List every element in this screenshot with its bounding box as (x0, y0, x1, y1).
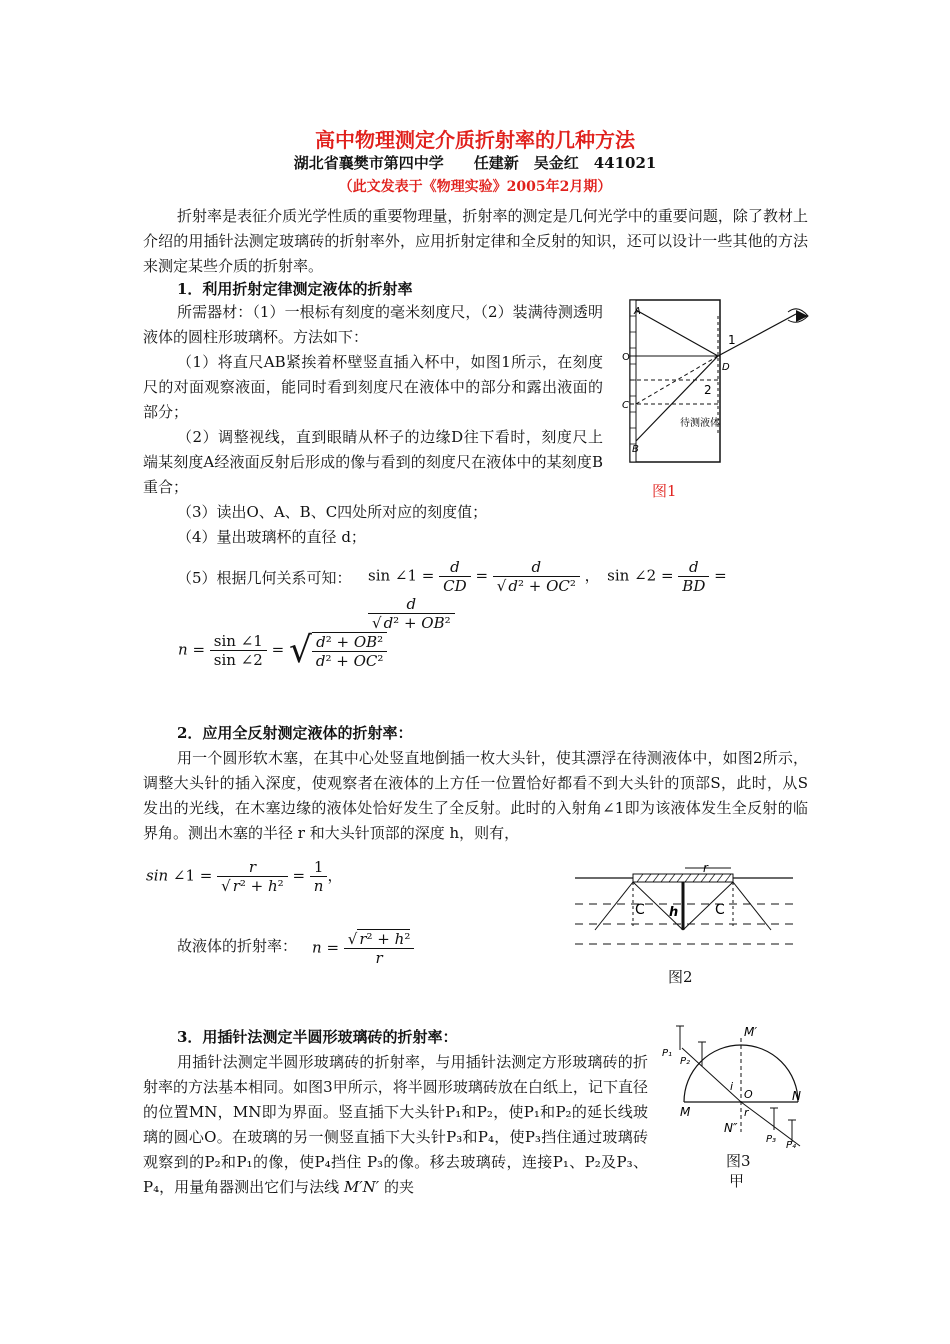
svg-text:C: C (715, 902, 725, 918)
section1-p6: （5）根据几何关系可知： (177, 569, 352, 587)
svg-text:M: M (680, 1105, 691, 1119)
page-title: 高中物理测定介质折射率的几种方法 (315, 128, 635, 152)
svg-text:C: C (622, 400, 629, 411)
section1-heading: 1．利用折射定律测定液体的折射率 (177, 280, 413, 298)
publication-note: （此文发表于《物理实验》2005年2月期） (338, 179, 612, 195)
svg-text:O: O (744, 1088, 753, 1101)
figure1-caption: 图1 (652, 482, 677, 500)
section3-p1-end: 的夹 (383, 1178, 414, 1196)
svg-text:P₄: P₄ (786, 1140, 797, 1150)
svg-text:P₃: P₃ (766, 1134, 777, 1145)
section3-p1-text: 用插针法测定半圆形玻璃砖的折射率，与用插针法测定方形玻璃砖的折射率的方法基本相同。如图3甲所示，将半圆形玻璃砖放在白纸上，记下直径的位置MN，MN即为界面。竖直插下大头针P₁和P₂，使P₁和P₂的延长线玻璃的圆心O。在玻璃的另一侧竖直插下大头针P₃和P₄，使P₃挡住通过玻璃砖观察到的P₂和P₁的像，使P₄挡住 P₃的像。移去玻璃砖，连接P₁、P₂及P₃、P₄，用量角器测出它们与法线 (143, 1053, 648, 1196)
svg-text:N″: N″ (724, 1121, 738, 1135)
formula-sin-critical: sin ∠1 = $\frac{r}{\text{√ r² + h²}}$ = $\frac{1}{n}$ ， (146, 858, 343, 895)
section3-p1 (143, 1050, 648, 1200)
figure1-liquid-label: 待测液体 (680, 418, 720, 429)
section1-p5: （4）量出玻璃杯的直径 d； (177, 528, 366, 546)
section1-p1: 所需器材：（1）一根标有刻度的毫米刻度尺，（2）装满待测透明液体的圆柱形玻璃杯。方法如下： (143, 303, 603, 346)
svg-text:D: D (722, 362, 730, 373)
figure1-diagram (618, 296, 818, 466)
svg-text:2: 2 (704, 383, 712, 397)
section2-heading: 2．应用全反射测定液体的折射率： (177, 724, 413, 742)
figure3-caption: 图3 (726, 1152, 751, 1170)
svg-text:C: C (635, 902, 645, 918)
svg-text:1: 1 (728, 333, 736, 347)
svg-text:N: N (792, 1089, 801, 1103)
formula-n1: n = $\frac{\sin \angle 1}{\sin \angle 2}$ = √ $\frac{\text{d² + OB²}}{\text{d² + OC²}}$ (178, 630, 438, 690)
svg-text:A: A (634, 306, 641, 317)
section1-p4: （3）读出O、A、B、C四处所对应的刻度值； (177, 503, 488, 521)
section1-p2: （1）将直尺AB紧挨着杯壁竖直插入杯中，如图1所示，在刻度尺的对面观察液面，能同时看到刻度尺在液体中的部分和露出液面的部分； (143, 353, 603, 421)
figure3-diagram (662, 1020, 812, 1150)
svg-text:i: i (730, 1080, 734, 1093)
svg-text:B: B (632, 444, 639, 455)
svg-text:r: r (703, 861, 708, 875)
svg-text:h: h (669, 905, 679, 920)
figure2-diagram (575, 860, 795, 960)
figure2-caption: 图2 (668, 968, 693, 986)
author-line: 湖北省襄樊市第四中学 任建新 吴金红 441021 (293, 154, 657, 172)
svg-text:P₂: P₂ (680, 1056, 691, 1067)
section1-p3: （2）调整视线，直到眼睛从杯子的边缘D往下看时，刻度尺上端某刻度A经液面反射后形成的像与看到的刻度尺在液体中的某刻度B重合； (143, 428, 603, 496)
section2-p1: 用一个圆形软木塞，在其中心处竖直地倒插一枚大头针，使其漂浮在待测液体中，如图2所示，调整大头针的插入深度，使观察者在液体的上方任一位置恰好都看不到大头针的顶部S，此时，从S发出的光线，在木塞边缘的液体处恰好发生了全反射。此时的入射角∠1即为该液体发生全反射的临界角。测出木塞的半径 r 和大头针顶部的深度 h，则有， (143, 749, 808, 842)
intro-paragraph: 折射率是表征介质光学性质的重要物理量，折射率的测定是几何光学中的重要问题，除了教材上介绍的用插针法测定玻璃砖的折射率外，应用折射定律和全反射的知识，还可以设计一些其他的方法来测定某些介质的折射率。 (143, 207, 808, 275)
section3-heading: 3．用插针法测定半圆形玻璃砖的折射率： (177, 1028, 458, 1046)
svg-text:r: r (744, 1106, 749, 1119)
section2-p2: 故液体的折射率： (177, 937, 298, 955)
svg-text:M′: M′ (744, 1025, 758, 1039)
svg-text:O: O (622, 352, 630, 363)
formula-n2: n = $\frac{\text{√ r² + h²}}{r}$ (312, 930, 432, 980)
normal-line-label: M′N′ (343, 1178, 380, 1196)
formula-sin1-sin2: sin ∠1 = $\frac{d}{CD}$ = $\frac{d}{\text{√ d² + OC²}}$ ， sin ∠2 = $\frac{d}{BD}$ = $\frac{d}{\text{√ d² + OB²}}$ (368, 558, 727, 632)
figure3-subcaption: 甲 (729, 1172, 745, 1190)
svg-text:P₁: P₁ (662, 1048, 673, 1059)
